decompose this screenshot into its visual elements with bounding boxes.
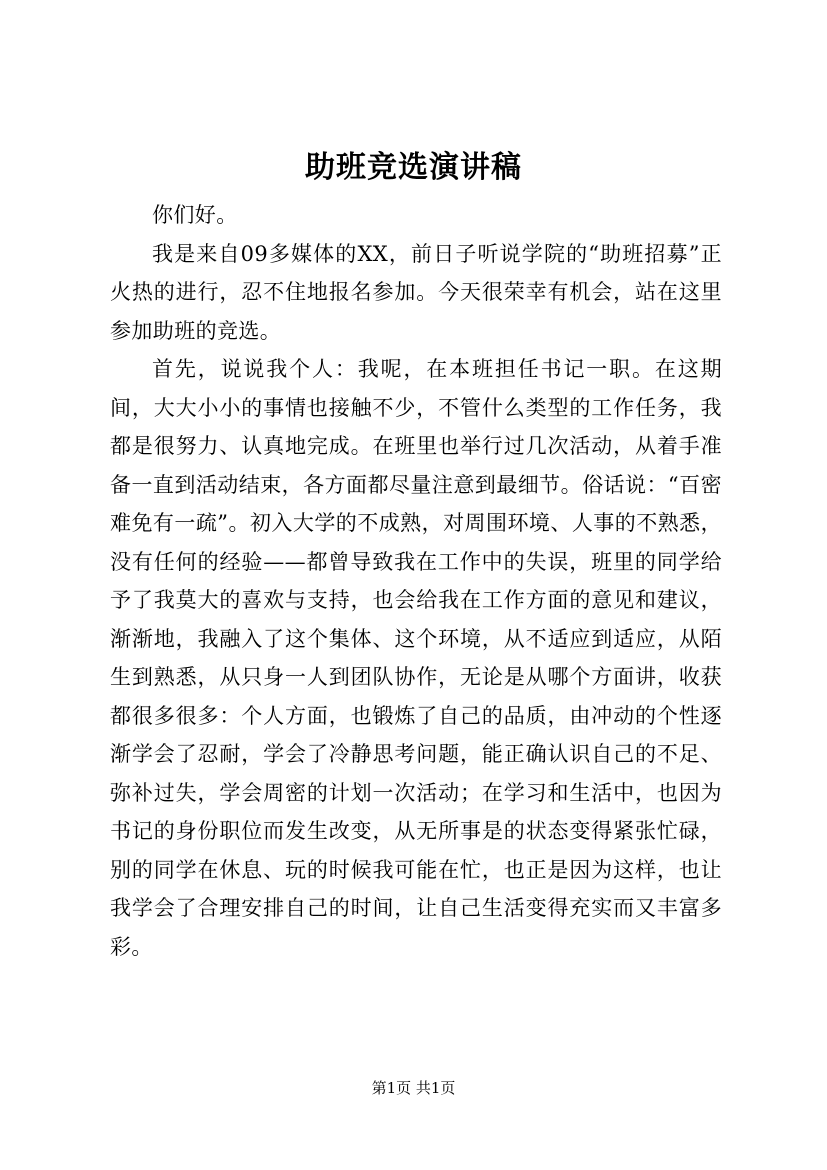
page-footer: 第1页 共1页: [371, 1079, 456, 1097]
paragraph-experience: 首先，说说我个人：我呢，在本班担任书记一职。在这期间，大大小小的事情也接触不少，不管什么类型的工作任务，我都是很努力、认真地完成。在班里也举行过几次活动，从着手准备一直到活动结束，各方面都尽量注意到最细节。俗话说：“百密难免有一疏”。初入大学的不成熟，对周围环境、人事的不熟悉，没有任何的经验——都曾导致我在工作中的失误，班里的同学给予了我莫大的喜欢与支持，也会给我在工作方面的意见和建议，渐渐地，我融入了这个集体、这个环境，从不适应到适应，从陌生到熟悉，从只身一人到团队协作，无论是从哪个方面讲，收获都很多很多：个人方面，也锻炼了自己的品质，由冲动的个性逐渐学会了忍耐，学会了冷静思考问题，能正确认识自己的不足、弥补过失，学会周密的计划一次活动；在学习和生活中，也因为书记的身份职位而发生改变，从无所事是的状态变得紧张忙碌，别的同学在休息、玩的时候我可能在忙，也正是因为这样，也让我学会了合理安排自己的时间，让自己生活变得充实而又丰富多彩。: [110, 357, 722, 959]
document-title: 助班竞选演讲稿: [305, 150, 522, 185]
paragraph-greeting: 你们好。: [152, 203, 238, 227]
document-body: [110, 196, 722, 966]
paragraph-introduction: 我是来自09多媒体的XX，前日子听说学院的“助班招募”正火热的进行，忍不住地报名参加。今天很荣幸有机会，站在这里参加助班的竞选。: [110, 241, 722, 343]
